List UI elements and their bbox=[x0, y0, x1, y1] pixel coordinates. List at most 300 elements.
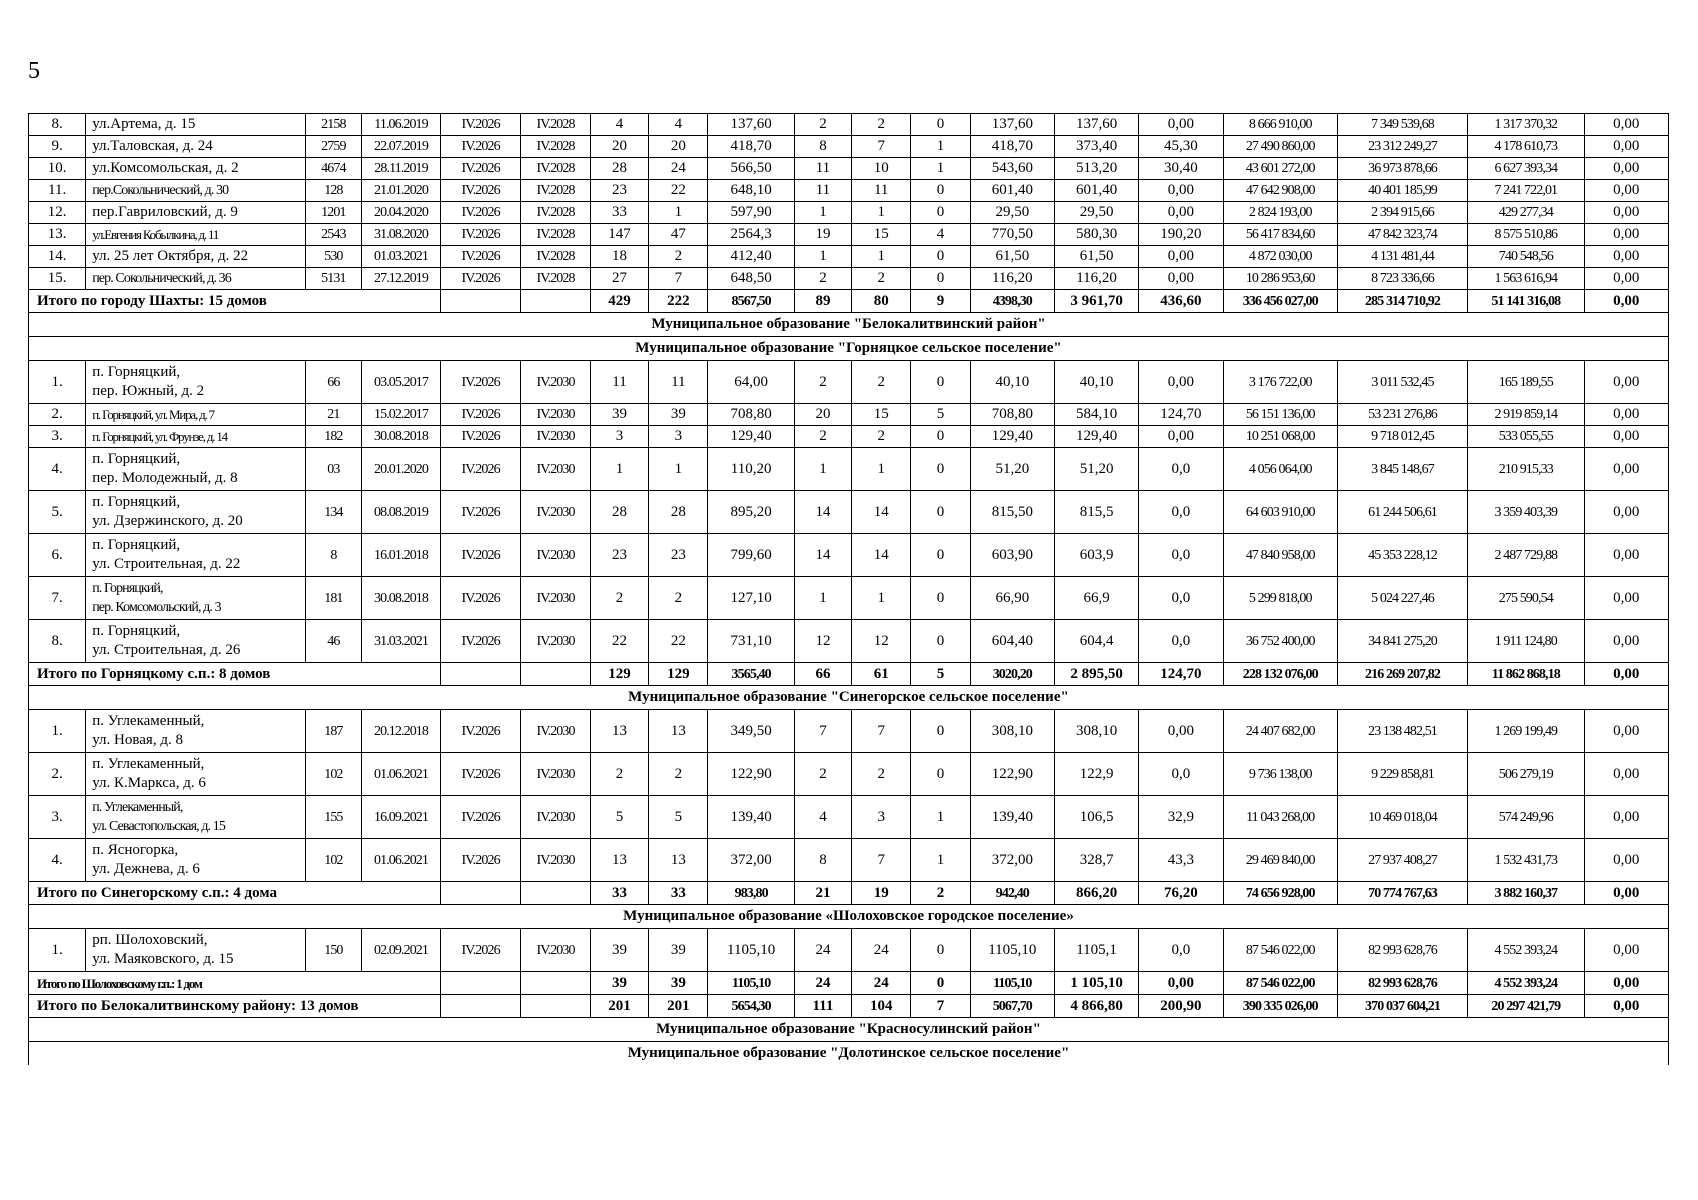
cell-reg: 102 bbox=[305, 839, 361, 882]
address-cell bbox=[86, 158, 306, 180]
cell-s3: 1 317 370,32 bbox=[1468, 114, 1585, 136]
cell-s4: 0,00 bbox=[1584, 404, 1668, 426]
cell-area: 418,70 bbox=[708, 136, 794, 158]
section-header: Муниципальное образование "Белокалитвинский район" bbox=[29, 313, 1669, 337]
address-line: ул.Таловская, д. 24 bbox=[92, 138, 213, 154]
address-cell bbox=[86, 361, 306, 404]
cell-c5: 0 bbox=[911, 534, 970, 577]
total-a1: 4398,30 bbox=[970, 290, 1054, 313]
cell-c4: 2 bbox=[852, 361, 911, 404]
cell-a1: 604,40 bbox=[970, 620, 1054, 663]
cell-s2: 9 229 858,81 bbox=[1337, 753, 1467, 796]
total-area: 8567,50 bbox=[708, 290, 794, 313]
cell-c2: 5 bbox=[649, 796, 708, 839]
cell-c4: 10 bbox=[852, 158, 911, 180]
cell-c2: 4 bbox=[649, 114, 708, 136]
cell-area: 64,00 bbox=[708, 361, 794, 404]
cell-date: 08.08.2019 bbox=[361, 491, 440, 534]
table-row bbox=[29, 246, 1669, 268]
total-c3: 66 bbox=[794, 663, 851, 686]
cell-s4: 0,00 bbox=[1584, 202, 1668, 224]
cell-c3: 2 bbox=[794, 426, 851, 448]
empty-cell bbox=[441, 972, 521, 995]
cell-a3: 0,00 bbox=[1139, 710, 1223, 753]
cell-a3: 0,00 bbox=[1139, 426, 1223, 448]
total-a1: 1105,10 bbox=[970, 972, 1054, 995]
cell-date: 11.06.2019 bbox=[361, 114, 440, 136]
cell-s3: 1 269 199,49 bbox=[1468, 710, 1585, 753]
cell-area: 412,40 bbox=[708, 246, 794, 268]
total-c4: 104 bbox=[852, 995, 911, 1018]
section-header: Муниципальное образование "Долотинское сельское поселение" bbox=[29, 1042, 1669, 1066]
cell-s1: 24 407 682,00 bbox=[1223, 710, 1337, 753]
address-line-2: ул. Дежнева, д. 6 bbox=[92, 861, 200, 877]
cell-c4: 15 bbox=[852, 404, 911, 426]
row-number: 1. bbox=[29, 361, 86, 404]
address-line-2: ул. Севастопольская, д. 15 bbox=[92, 819, 225, 834]
table-row bbox=[29, 491, 1669, 534]
cell-s2: 3 845 148,67 bbox=[1337, 448, 1467, 491]
cell-c2: 22 bbox=[649, 180, 708, 202]
cell-q2: IV.2028 bbox=[521, 224, 591, 246]
cell-q2: IV.2028 bbox=[521, 202, 591, 224]
cell-reg: 2759 bbox=[305, 136, 361, 158]
cell-s4: 0,00 bbox=[1584, 136, 1668, 158]
cell-reg: 2158 bbox=[305, 114, 361, 136]
row-number: 7. bbox=[29, 577, 86, 620]
cell-s3: 4 178 610,73 bbox=[1468, 136, 1585, 158]
cell-s4: 0,00 bbox=[1584, 114, 1668, 136]
table-row bbox=[29, 448, 1669, 491]
cell-c5: 0 bbox=[911, 710, 970, 753]
cell-q2: IV.2030 bbox=[521, 404, 591, 426]
address-line: п. Горняцкий, bbox=[92, 581, 163, 596]
total-label: Итого по городу Шахты: 15 домов bbox=[29, 290, 441, 313]
cell-s2: 8 723 336,66 bbox=[1337, 268, 1467, 290]
cell-reg: 182 bbox=[305, 426, 361, 448]
cell-date: 01.06.2021 bbox=[361, 753, 440, 796]
cell-reg: 21 bbox=[305, 404, 361, 426]
row-number: 2. bbox=[29, 753, 86, 796]
total-a3: 76,20 bbox=[1139, 882, 1223, 905]
cell-s4: 0,00 bbox=[1584, 839, 1668, 882]
cell-s1: 56 417 834,60 bbox=[1223, 224, 1337, 246]
cell-s1: 3 176 722,00 bbox=[1223, 361, 1337, 404]
address-line-2: ул. Строительная, д. 22 bbox=[92, 556, 241, 572]
cell-s3: 2 919 859,14 bbox=[1468, 404, 1585, 426]
cell-c1: 3 bbox=[590, 426, 648, 448]
address-cell bbox=[86, 426, 306, 448]
cell-c4: 24 bbox=[852, 929, 911, 972]
address-cell bbox=[86, 929, 306, 972]
cell-a2: 328,7 bbox=[1054, 839, 1138, 882]
cell-q2: IV.2030 bbox=[521, 620, 591, 663]
row-number: 4. bbox=[29, 839, 86, 882]
cell-c2: 24 bbox=[649, 158, 708, 180]
table-row bbox=[29, 839, 1669, 882]
cell-q2: IV.2028 bbox=[521, 136, 591, 158]
cell-reg: 03 bbox=[305, 448, 361, 491]
address-cell bbox=[86, 448, 306, 491]
cell-s3: 506 279,19 bbox=[1468, 753, 1585, 796]
cell-c5: 4 bbox=[911, 224, 970, 246]
address-line-2: пер. Комсомольский, д. 3 bbox=[92, 600, 221, 615]
cell-date: 01.06.2021 bbox=[361, 839, 440, 882]
total-a1: 5067,70 bbox=[970, 995, 1054, 1018]
cell-c5: 0 bbox=[911, 929, 970, 972]
cell-a2: 308,10 bbox=[1054, 710, 1138, 753]
cell-c1: 1 bbox=[590, 448, 648, 491]
cell-c3: 2 bbox=[794, 753, 851, 796]
row-number: 12. bbox=[29, 202, 86, 224]
total-label: Итого по Горняцкому с.п.: 8 домов bbox=[29, 663, 441, 686]
cell-c3: 1 bbox=[794, 577, 851, 620]
cell-reg: 5131 bbox=[305, 268, 361, 290]
cell-q2: IV.2030 bbox=[521, 448, 591, 491]
cell-c3: 1 bbox=[794, 448, 851, 491]
cell-reg: 2543 bbox=[305, 224, 361, 246]
cell-q2: IV.2028 bbox=[521, 180, 591, 202]
total-s3: 11 862 868,18 bbox=[1468, 663, 1585, 686]
cell-area: 648,50 bbox=[708, 268, 794, 290]
cell-c1: 28 bbox=[590, 491, 648, 534]
total-s3: 3 882 160,37 bbox=[1468, 882, 1585, 905]
cell-area: 137,60 bbox=[708, 114, 794, 136]
cell-a2: 40,10 bbox=[1054, 361, 1138, 404]
cell-s1: 27 490 860,00 bbox=[1223, 136, 1337, 158]
table-row bbox=[29, 404, 1669, 426]
cell-c4: 2 bbox=[852, 268, 911, 290]
cell-a3: 0,0 bbox=[1139, 491, 1223, 534]
cell-a2: 513,20 bbox=[1054, 158, 1138, 180]
cell-q2: IV.2030 bbox=[521, 710, 591, 753]
total-a1: 942,40 bbox=[970, 882, 1054, 905]
empty-cell bbox=[441, 290, 521, 313]
cell-c1: 39 bbox=[590, 404, 648, 426]
cell-a1: 815,50 bbox=[970, 491, 1054, 534]
cell-date: 02.09.2021 bbox=[361, 929, 440, 972]
total-s2: 370 037 604,21 bbox=[1337, 995, 1467, 1018]
cell-c1: 13 bbox=[590, 710, 648, 753]
cell-c2: 11 bbox=[649, 361, 708, 404]
cell-date: 16.01.2018 bbox=[361, 534, 440, 577]
cell-q1: IV.2026 bbox=[441, 268, 521, 290]
cell-a3: 190,20 bbox=[1139, 224, 1223, 246]
cell-reg: 150 bbox=[305, 929, 361, 972]
cell-c1: 39 bbox=[590, 929, 648, 972]
cell-c2: 47 bbox=[649, 224, 708, 246]
address-line: пер.Сокольнический, д. 30 bbox=[92, 183, 229, 198]
table-row bbox=[29, 180, 1669, 202]
cell-c5: 0 bbox=[911, 577, 970, 620]
cell-a1: 61,50 bbox=[970, 246, 1054, 268]
cell-c5: 0 bbox=[911, 753, 970, 796]
address-line: п. Горняцкий, bbox=[92, 494, 181, 510]
cell-c2: 1 bbox=[649, 448, 708, 491]
total-a2: 2 895,50 bbox=[1054, 663, 1138, 686]
total-a2: 1 105,10 bbox=[1054, 972, 1138, 995]
total-s4: 0,00 bbox=[1584, 290, 1668, 313]
address-line-2: ул. Новая, д. 8 bbox=[92, 732, 183, 748]
cell-a1: 543,60 bbox=[970, 158, 1054, 180]
cell-area: 129,40 bbox=[708, 426, 794, 448]
cell-s2: 36 973 878,66 bbox=[1337, 158, 1467, 180]
cell-c4: 12 bbox=[852, 620, 911, 663]
total-s2: 70 774 767,63 bbox=[1337, 882, 1467, 905]
cell-q1: IV.2026 bbox=[441, 158, 521, 180]
cell-c5: 0 bbox=[911, 268, 970, 290]
cell-q2: IV.2028 bbox=[521, 246, 591, 268]
cell-a1: 708,80 bbox=[970, 404, 1054, 426]
page-number: 5 bbox=[28, 58, 40, 84]
address-line: п. Горняцкий, bbox=[92, 537, 181, 553]
cell-reg: 134 bbox=[305, 491, 361, 534]
cell-c2: 2 bbox=[649, 753, 708, 796]
table-row bbox=[29, 710, 1669, 753]
cell-date: 16.09.2021 bbox=[361, 796, 440, 839]
section-header-row bbox=[29, 905, 1669, 929]
cell-s3: 6 627 393,34 bbox=[1468, 158, 1585, 180]
total-a1: 3020,20 bbox=[970, 663, 1054, 686]
cell-c5: 0 bbox=[911, 114, 970, 136]
cell-c1: 5 bbox=[590, 796, 648, 839]
cell-c5: 0 bbox=[911, 491, 970, 534]
total-c4: 24 bbox=[852, 972, 911, 995]
address-line-2: ул. Маяковского, д. 15 bbox=[92, 951, 234, 967]
cell-q2: IV.2030 bbox=[521, 929, 591, 972]
empty-cell bbox=[441, 882, 521, 905]
cell-a1: 116,20 bbox=[970, 268, 1054, 290]
cell-s1: 43 601 272,00 bbox=[1223, 158, 1337, 180]
cell-date: 03.05.2017 bbox=[361, 361, 440, 404]
cell-c4: 7 bbox=[852, 710, 911, 753]
row-number: 9. bbox=[29, 136, 86, 158]
cell-q2: IV.2030 bbox=[521, 534, 591, 577]
table-row bbox=[29, 929, 1669, 972]
cell-c2: 13 bbox=[649, 710, 708, 753]
cell-s2: 5 024 227,46 bbox=[1337, 577, 1467, 620]
total-c2: 33 bbox=[649, 882, 708, 905]
total-c4: 19 bbox=[852, 882, 911, 905]
cell-a2: 584,10 bbox=[1054, 404, 1138, 426]
row-number: 14. bbox=[29, 246, 86, 268]
cell-q1: IV.2026 bbox=[441, 577, 521, 620]
table-row bbox=[29, 268, 1669, 290]
cell-s4: 0,00 bbox=[1584, 426, 1668, 448]
cell-s3: 429 277,34 bbox=[1468, 202, 1585, 224]
cell-c5: 1 bbox=[911, 839, 970, 882]
section-header-row bbox=[29, 1042, 1669, 1066]
cell-s1: 4 056 064,00 bbox=[1223, 448, 1337, 491]
cell-a3: 0,0 bbox=[1139, 753, 1223, 796]
cell-c3: 14 bbox=[794, 534, 851, 577]
section-header: Муниципальное образование «Шолоховское городское поселение» bbox=[29, 905, 1669, 929]
cell-c4: 2 bbox=[852, 114, 911, 136]
cell-a1: 40,10 bbox=[970, 361, 1054, 404]
total-c3: 89 bbox=[794, 290, 851, 313]
total-c4: 61 bbox=[852, 663, 911, 686]
cell-a3: 43,3 bbox=[1139, 839, 1223, 882]
total-s3: 20 297 421,79 bbox=[1468, 995, 1585, 1018]
cell-c1: 20 bbox=[590, 136, 648, 158]
cell-q2: IV.2030 bbox=[521, 839, 591, 882]
cell-reg: 66 bbox=[305, 361, 361, 404]
total-s3: 4 552 393,24 bbox=[1468, 972, 1585, 995]
cell-reg: 102 bbox=[305, 753, 361, 796]
cell-s2: 23 138 482,51 bbox=[1337, 710, 1467, 753]
cell-area: 110,20 bbox=[708, 448, 794, 491]
cell-a2: 1105,1 bbox=[1054, 929, 1138, 972]
cell-reg: 1201 bbox=[305, 202, 361, 224]
section-header-row bbox=[29, 313, 1669, 337]
cell-c2: 1 bbox=[649, 202, 708, 224]
total-s1: 228 132 076,00 bbox=[1223, 663, 1337, 686]
cell-a1: 603,90 bbox=[970, 534, 1054, 577]
cell-c1: 33 bbox=[590, 202, 648, 224]
cell-a1: 66,90 bbox=[970, 577, 1054, 620]
address-cell bbox=[86, 796, 306, 839]
cell-a3: 0,00 bbox=[1139, 361, 1223, 404]
cell-c2: 39 bbox=[649, 929, 708, 972]
section-header: Муниципальное образование "Красносулинский район" bbox=[29, 1018, 1669, 1042]
address-cell bbox=[86, 180, 306, 202]
cell-area: 648,10 bbox=[708, 180, 794, 202]
cell-date: 01.03.2021 bbox=[361, 246, 440, 268]
cell-reg: 46 bbox=[305, 620, 361, 663]
total-c5: 9 bbox=[911, 290, 970, 313]
cell-s4: 0,00 bbox=[1584, 796, 1668, 839]
total-label: Итого по Белокалитвинскому району: 13 домов bbox=[29, 995, 441, 1018]
cell-c3: 8 bbox=[794, 136, 851, 158]
cell-q1: IV.2026 bbox=[441, 224, 521, 246]
row-number: 8. bbox=[29, 620, 86, 663]
cell-s4: 0,00 bbox=[1584, 246, 1668, 268]
cell-c1: 147 bbox=[590, 224, 648, 246]
cell-c3: 1 bbox=[794, 202, 851, 224]
cell-s1: 10 251 068,00 bbox=[1223, 426, 1337, 448]
cell-q2: IV.2030 bbox=[521, 361, 591, 404]
row-number: 1. bbox=[29, 929, 86, 972]
cell-q1: IV.2026 bbox=[441, 202, 521, 224]
address-cell bbox=[86, 246, 306, 268]
table-row bbox=[29, 426, 1669, 448]
address-cell bbox=[86, 753, 306, 796]
cell-c4: 11 bbox=[852, 180, 911, 202]
cell-q2: IV.2028 bbox=[521, 268, 591, 290]
cell-a1: 137,60 bbox=[970, 114, 1054, 136]
cell-s4: 0,00 bbox=[1584, 929, 1668, 972]
cell-a1: 770,50 bbox=[970, 224, 1054, 246]
empty-cell bbox=[441, 995, 521, 1018]
cell-reg: 8 bbox=[305, 534, 361, 577]
section-header-row bbox=[29, 1018, 1669, 1042]
address-line: п. Ясногорка, bbox=[92, 842, 179, 858]
cell-s3: 165 189,55 bbox=[1468, 361, 1585, 404]
cell-a3: 0,00 bbox=[1139, 202, 1223, 224]
cell-s3: 275 590,54 bbox=[1468, 577, 1585, 620]
total-c2: 39 bbox=[649, 972, 708, 995]
cell-c3: 12 bbox=[794, 620, 851, 663]
cell-q1: IV.2026 bbox=[441, 753, 521, 796]
cell-area: 349,50 bbox=[708, 710, 794, 753]
cell-area: 566,50 bbox=[708, 158, 794, 180]
address-cell bbox=[86, 114, 306, 136]
cell-s3: 7 241 722,01 bbox=[1468, 180, 1585, 202]
cell-s4: 0,00 bbox=[1584, 534, 1668, 577]
cell-c5: 0 bbox=[911, 448, 970, 491]
total-c3: 111 bbox=[794, 995, 851, 1018]
total-area: 3565,40 bbox=[708, 663, 794, 686]
total-a2: 866,20 bbox=[1054, 882, 1138, 905]
total-s4: 0,00 bbox=[1584, 972, 1668, 995]
cell-c4: 15 bbox=[852, 224, 911, 246]
total-c4: 80 bbox=[852, 290, 911, 313]
cell-reg: 155 bbox=[305, 796, 361, 839]
cell-a1: 122,90 bbox=[970, 753, 1054, 796]
cell-a1: 129,40 bbox=[970, 426, 1054, 448]
cell-s1: 87 546 022,00 bbox=[1223, 929, 1337, 972]
total-s2: 216 269 207,82 bbox=[1337, 663, 1467, 686]
cell-date: 30.08.2018 bbox=[361, 426, 440, 448]
cell-a3: 0,00 bbox=[1139, 114, 1223, 136]
address-line: пер.Гавриловский, д. 9 bbox=[92, 204, 238, 220]
cell-c2: 23 bbox=[649, 534, 708, 577]
cell-s1: 47 642 908,00 bbox=[1223, 180, 1337, 202]
cell-a2: 122,9 bbox=[1054, 753, 1138, 796]
cell-s2: 27 937 408,27 bbox=[1337, 839, 1467, 882]
cell-c1: 28 bbox=[590, 158, 648, 180]
table-row bbox=[29, 202, 1669, 224]
cell-s4: 0,00 bbox=[1584, 620, 1668, 663]
address-line: ул.Комсомольская, д. 2 bbox=[92, 160, 239, 176]
table-row bbox=[29, 158, 1669, 180]
cell-q1: IV.2026 bbox=[441, 620, 521, 663]
row-number: 3. bbox=[29, 426, 86, 448]
cell-s2: 10 469 018,04 bbox=[1337, 796, 1467, 839]
cell-s3: 210 915,33 bbox=[1468, 448, 1585, 491]
cell-c5: 0 bbox=[911, 180, 970, 202]
total-c5: 7 bbox=[911, 995, 970, 1018]
cell-s1: 10 286 953,60 bbox=[1223, 268, 1337, 290]
total-c1: 429 bbox=[590, 290, 648, 313]
cell-s1: 4 872 030,00 bbox=[1223, 246, 1337, 268]
cell-c4: 2 bbox=[852, 753, 911, 796]
total-c1: 201 bbox=[590, 995, 648, 1018]
cell-c2: 7 bbox=[649, 268, 708, 290]
cell-a2: 580,30 bbox=[1054, 224, 1138, 246]
cell-q2: IV.2030 bbox=[521, 753, 591, 796]
cell-c4: 3 bbox=[852, 796, 911, 839]
cell-q2: IV.2030 bbox=[521, 426, 591, 448]
address-cell bbox=[86, 202, 306, 224]
total-c5: 0 bbox=[911, 972, 970, 995]
row-number: 1. bbox=[29, 710, 86, 753]
cell-c3: 4 bbox=[794, 796, 851, 839]
cell-date: 21.01.2020 bbox=[361, 180, 440, 202]
cell-c1: 27 bbox=[590, 268, 648, 290]
cell-date: 20.12.2018 bbox=[361, 710, 440, 753]
cell-a3: 124,70 bbox=[1139, 404, 1223, 426]
total-a3: 124,70 bbox=[1139, 663, 1223, 686]
cell-c5: 5 bbox=[911, 404, 970, 426]
address-line: п. Горняцкий, bbox=[92, 623, 181, 639]
cell-c4: 7 bbox=[852, 839, 911, 882]
total-s4: 0,00 bbox=[1584, 882, 1668, 905]
cell-s3: 1 563 616,94 bbox=[1468, 268, 1585, 290]
empty-cell bbox=[521, 972, 591, 995]
cell-area: 731,10 bbox=[708, 620, 794, 663]
total-a3: 200,90 bbox=[1139, 995, 1223, 1018]
